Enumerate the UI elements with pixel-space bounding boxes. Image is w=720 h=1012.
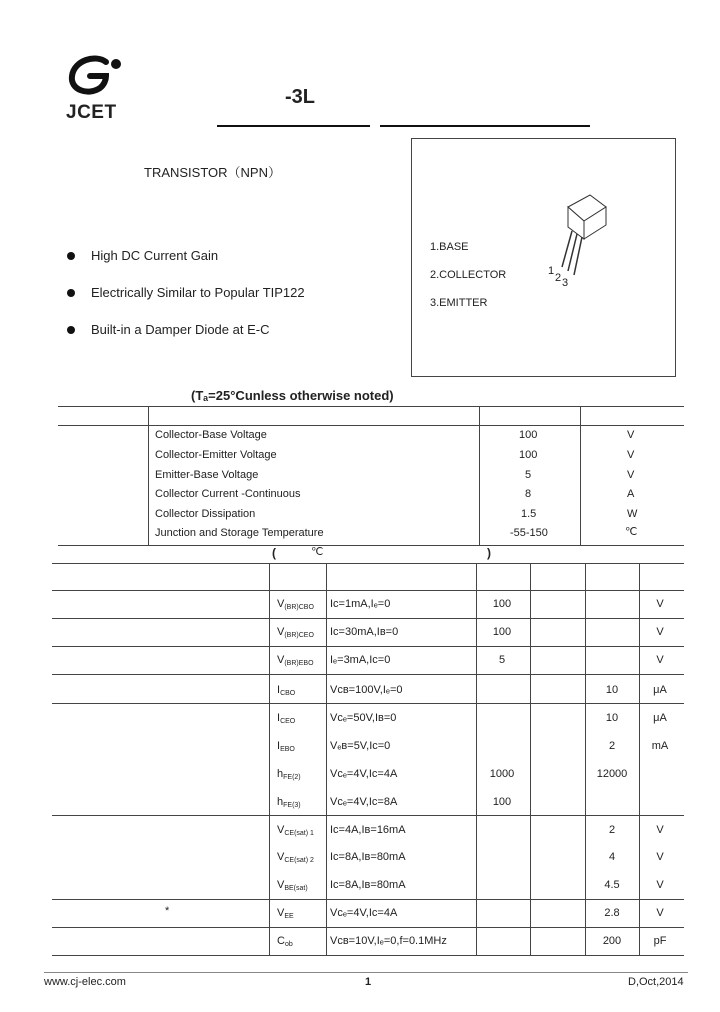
rating-value: 100 <box>519 429 538 441</box>
rating-unit: V <box>627 469 635 481</box>
logo-text: JCET <box>66 102 117 123</box>
unit: V <box>656 824 664 836</box>
symbol-letter: V <box>277 626 285 638</box>
max-value: 12000 <box>596 768 628 780</box>
unit: mA <box>651 740 669 752</box>
symbol-subscript: CBO <box>280 690 296 697</box>
rating-value: 100 <box>519 449 538 461</box>
symbol-letter: I <box>277 684 281 696</box>
table-rule <box>530 563 531 955</box>
test-condition: Vₑʙ=5V,Ic=0 <box>330 740 391 752</box>
footer-date: D,Oct,2014 <box>628 976 684 988</box>
test-condition: Ic=8A,Iʙ=80mA <box>330 879 406 891</box>
rating-param: Junction and Storage Temperature <box>155 527 324 539</box>
feature-bullet-icon <box>67 326 75 334</box>
symbol-subscript: CE(sat) 2 <box>284 857 314 864</box>
pin-1-label: 1.BASE <box>430 241 469 253</box>
parameter-symbol <box>277 768 323 781</box>
symbol-letter: V <box>277 907 285 919</box>
table-rule <box>148 406 149 545</box>
symbol-letter: V <box>277 851 285 863</box>
unit: μA <box>653 712 667 724</box>
table-rule <box>326 563 327 955</box>
max-value: 2 <box>608 740 616 752</box>
unit: V <box>656 654 664 666</box>
rating-value: 8 <box>525 488 532 500</box>
unit: V <box>656 907 664 919</box>
parameter-symbol <box>277 935 323 948</box>
table-rule <box>52 646 684 647</box>
symbol-subscript: EBO <box>280 746 295 753</box>
symbol-letter: C <box>277 935 285 947</box>
parameter-symbol <box>277 654 323 667</box>
max-value: 10 <box>605 712 619 724</box>
min-value: 5 <box>498 654 506 666</box>
rating-param: Collector Dissipation <box>155 508 256 520</box>
test-condition: Vᴄʙ=100V,Iₑ=0 <box>330 684 403 696</box>
header-rule-right <box>380 125 590 127</box>
parameter-symbol <box>277 626 323 639</box>
unit: V <box>656 626 664 638</box>
unit: V <box>656 851 664 863</box>
table-rule <box>52 815 684 816</box>
unit: V <box>656 879 664 891</box>
header-rule-left <box>217 125 370 127</box>
feature-bullet-icon <box>67 289 75 297</box>
footer-page-number: 1 <box>365 976 372 988</box>
table-rule <box>269 563 270 955</box>
feature-item: Built-in a Damper Diode at E-C <box>91 322 270 337</box>
table-rule <box>479 406 480 545</box>
table-rule <box>52 703 684 704</box>
pin-3-label: 3.EMITTER <box>430 297 488 309</box>
max-value: 10 <box>605 684 619 696</box>
min-value: 100 <box>492 626 512 638</box>
rating-value: -55-150 <box>510 527 548 539</box>
table-rule <box>52 899 684 900</box>
table-rule <box>52 955 684 956</box>
footer-website[interactable]: www.cj-elec.com <box>44 976 126 988</box>
parameter-symbol <box>277 907 323 920</box>
table-rule <box>52 674 684 675</box>
footer-rule <box>44 972 688 973</box>
test-condition: Ic=8A,Iʙ=80mA <box>330 851 406 863</box>
feature-item: Electrically Similar to Popular TIP122 <box>91 285 305 300</box>
symbol-subscript: ob <box>284 941 293 948</box>
symbol-subscript: CEO <box>280 718 296 725</box>
table-rule <box>58 545 684 546</box>
max-value: 2 <box>608 824 616 836</box>
table-rule <box>52 563 684 564</box>
rating-unit: V <box>627 449 635 461</box>
pin-number-1: 1 <box>548 265 555 277</box>
test-condition: Vᴄₑ=50V,Iʙ=0 <box>330 712 397 724</box>
pin-number-2: 2 <box>555 272 562 284</box>
parameter-symbol <box>277 598 323 611</box>
table-rule <box>639 563 640 955</box>
rating-unit: W <box>627 508 638 520</box>
feature-bullet-icon <box>67 252 75 260</box>
test-condition: Vᴄₑ=4V,Ic=4A <box>330 907 398 919</box>
logo-mark-icon <box>66 52 128 98</box>
table-rule <box>52 618 684 619</box>
pin-2-label: 2.COLLECTOR <box>430 269 507 281</box>
min-value: 100 <box>492 796 512 808</box>
min-value: 100 <box>492 598 512 610</box>
symbol-letter: h <box>277 796 284 808</box>
symbol-letter: I <box>277 712 281 724</box>
max-value: 2.8 <box>604 907 620 919</box>
max-value: 4.5 <box>604 879 620 891</box>
symbol-subscript: FE(2) <box>283 774 301 781</box>
test-condition: Iₑ=3mA,Ic=0 <box>330 654 391 666</box>
feature-item: High DC Current Gain <box>91 248 219 263</box>
symbol-subscript: FE(3) <box>283 802 301 809</box>
logo <box>66 52 128 124</box>
rating-param: Collector-Emitter Voltage <box>155 449 277 461</box>
symbol-letter: V <box>277 879 285 891</box>
test-condition: Vᴄₑ=4V,Ic=8A <box>330 796 398 808</box>
symbol-subscript: EE <box>284 913 294 920</box>
symbol-letter: V <box>277 824 285 836</box>
symbol-letter: V <box>277 598 285 610</box>
table-rule <box>52 590 684 591</box>
test-condition: Ic=30mA,Iʙ=0 <box>330 626 399 638</box>
parameter-symbol <box>277 740 323 753</box>
test-condition: Ic=4A,Iʙ=16mA <box>330 824 406 836</box>
elec-title-close: ) <box>487 546 491 560</box>
max-value: 4 <box>608 851 616 863</box>
rating-unit: ℃ <box>625 526 638 538</box>
rating-param: Emitter-Base Voltage <box>155 469 259 481</box>
rating-unit: A <box>627 488 635 500</box>
footnote-asterisk: * <box>165 905 170 917</box>
symbol-subscript: (BR)CBO <box>284 604 314 611</box>
to220-package-icon <box>552 189 622 289</box>
table-rule <box>58 406 684 407</box>
table-rule <box>476 563 477 955</box>
test-condition: Ic=1mA,Iₑ=0 <box>330 598 391 610</box>
elec-title-degree: ℃ <box>311 546 324 558</box>
symbol-subscript: (BR)EBO <box>284 660 314 667</box>
table-rule <box>52 927 684 928</box>
test-condition: Vᴄₑ=4V,Ic=4A <box>330 768 398 780</box>
symbol-letter: I <box>277 740 281 752</box>
unit: μA <box>653 684 667 696</box>
device-type: TRANSISTOR（NPN） <box>144 165 281 180</box>
symbol-letter: V <box>277 654 285 666</box>
parameter-symbol <box>277 796 323 809</box>
parameter-symbol <box>277 851 323 864</box>
symbol-letter: h <box>277 768 284 780</box>
parameter-symbol <box>277 824 323 837</box>
part-number-suffix: -3L <box>285 86 315 108</box>
rating-unit: V <box>627 429 635 441</box>
unit: pF <box>653 935 667 947</box>
table-rule <box>58 425 684 426</box>
parameter-symbol <box>277 712 323 725</box>
test-condition: Vᴄʙ=10V,Iₑ=0,f=0.1MHz <box>330 935 447 947</box>
pin-number-3: 3 <box>562 277 569 289</box>
elec-title-open: ( <box>272 546 276 560</box>
symbol-subscript: BE(sat) <box>284 885 308 892</box>
unit: V <box>656 598 664 610</box>
min-value: 1000 <box>489 768 515 780</box>
symbol-subscript: (BR)CEO <box>284 632 314 639</box>
rating-value: 5 <box>525 469 532 481</box>
table-rule <box>585 563 586 955</box>
package-box <box>411 138 676 377</box>
symbol-subscript: CE(sat) 1 <box>284 830 314 837</box>
max-ratings-title: (Tₐ=25°Cunless otherwise noted) <box>191 388 394 403</box>
parameter-symbol <box>277 879 323 892</box>
parameter-symbol <box>277 684 323 697</box>
max-value: 200 <box>602 935 622 947</box>
rating-param: Collector Current -Continuous <box>155 488 301 500</box>
rating-value: 1.5 <box>521 508 537 520</box>
table-rule <box>580 406 581 545</box>
rating-param: Collector-Base Voltage <box>155 429 267 441</box>
